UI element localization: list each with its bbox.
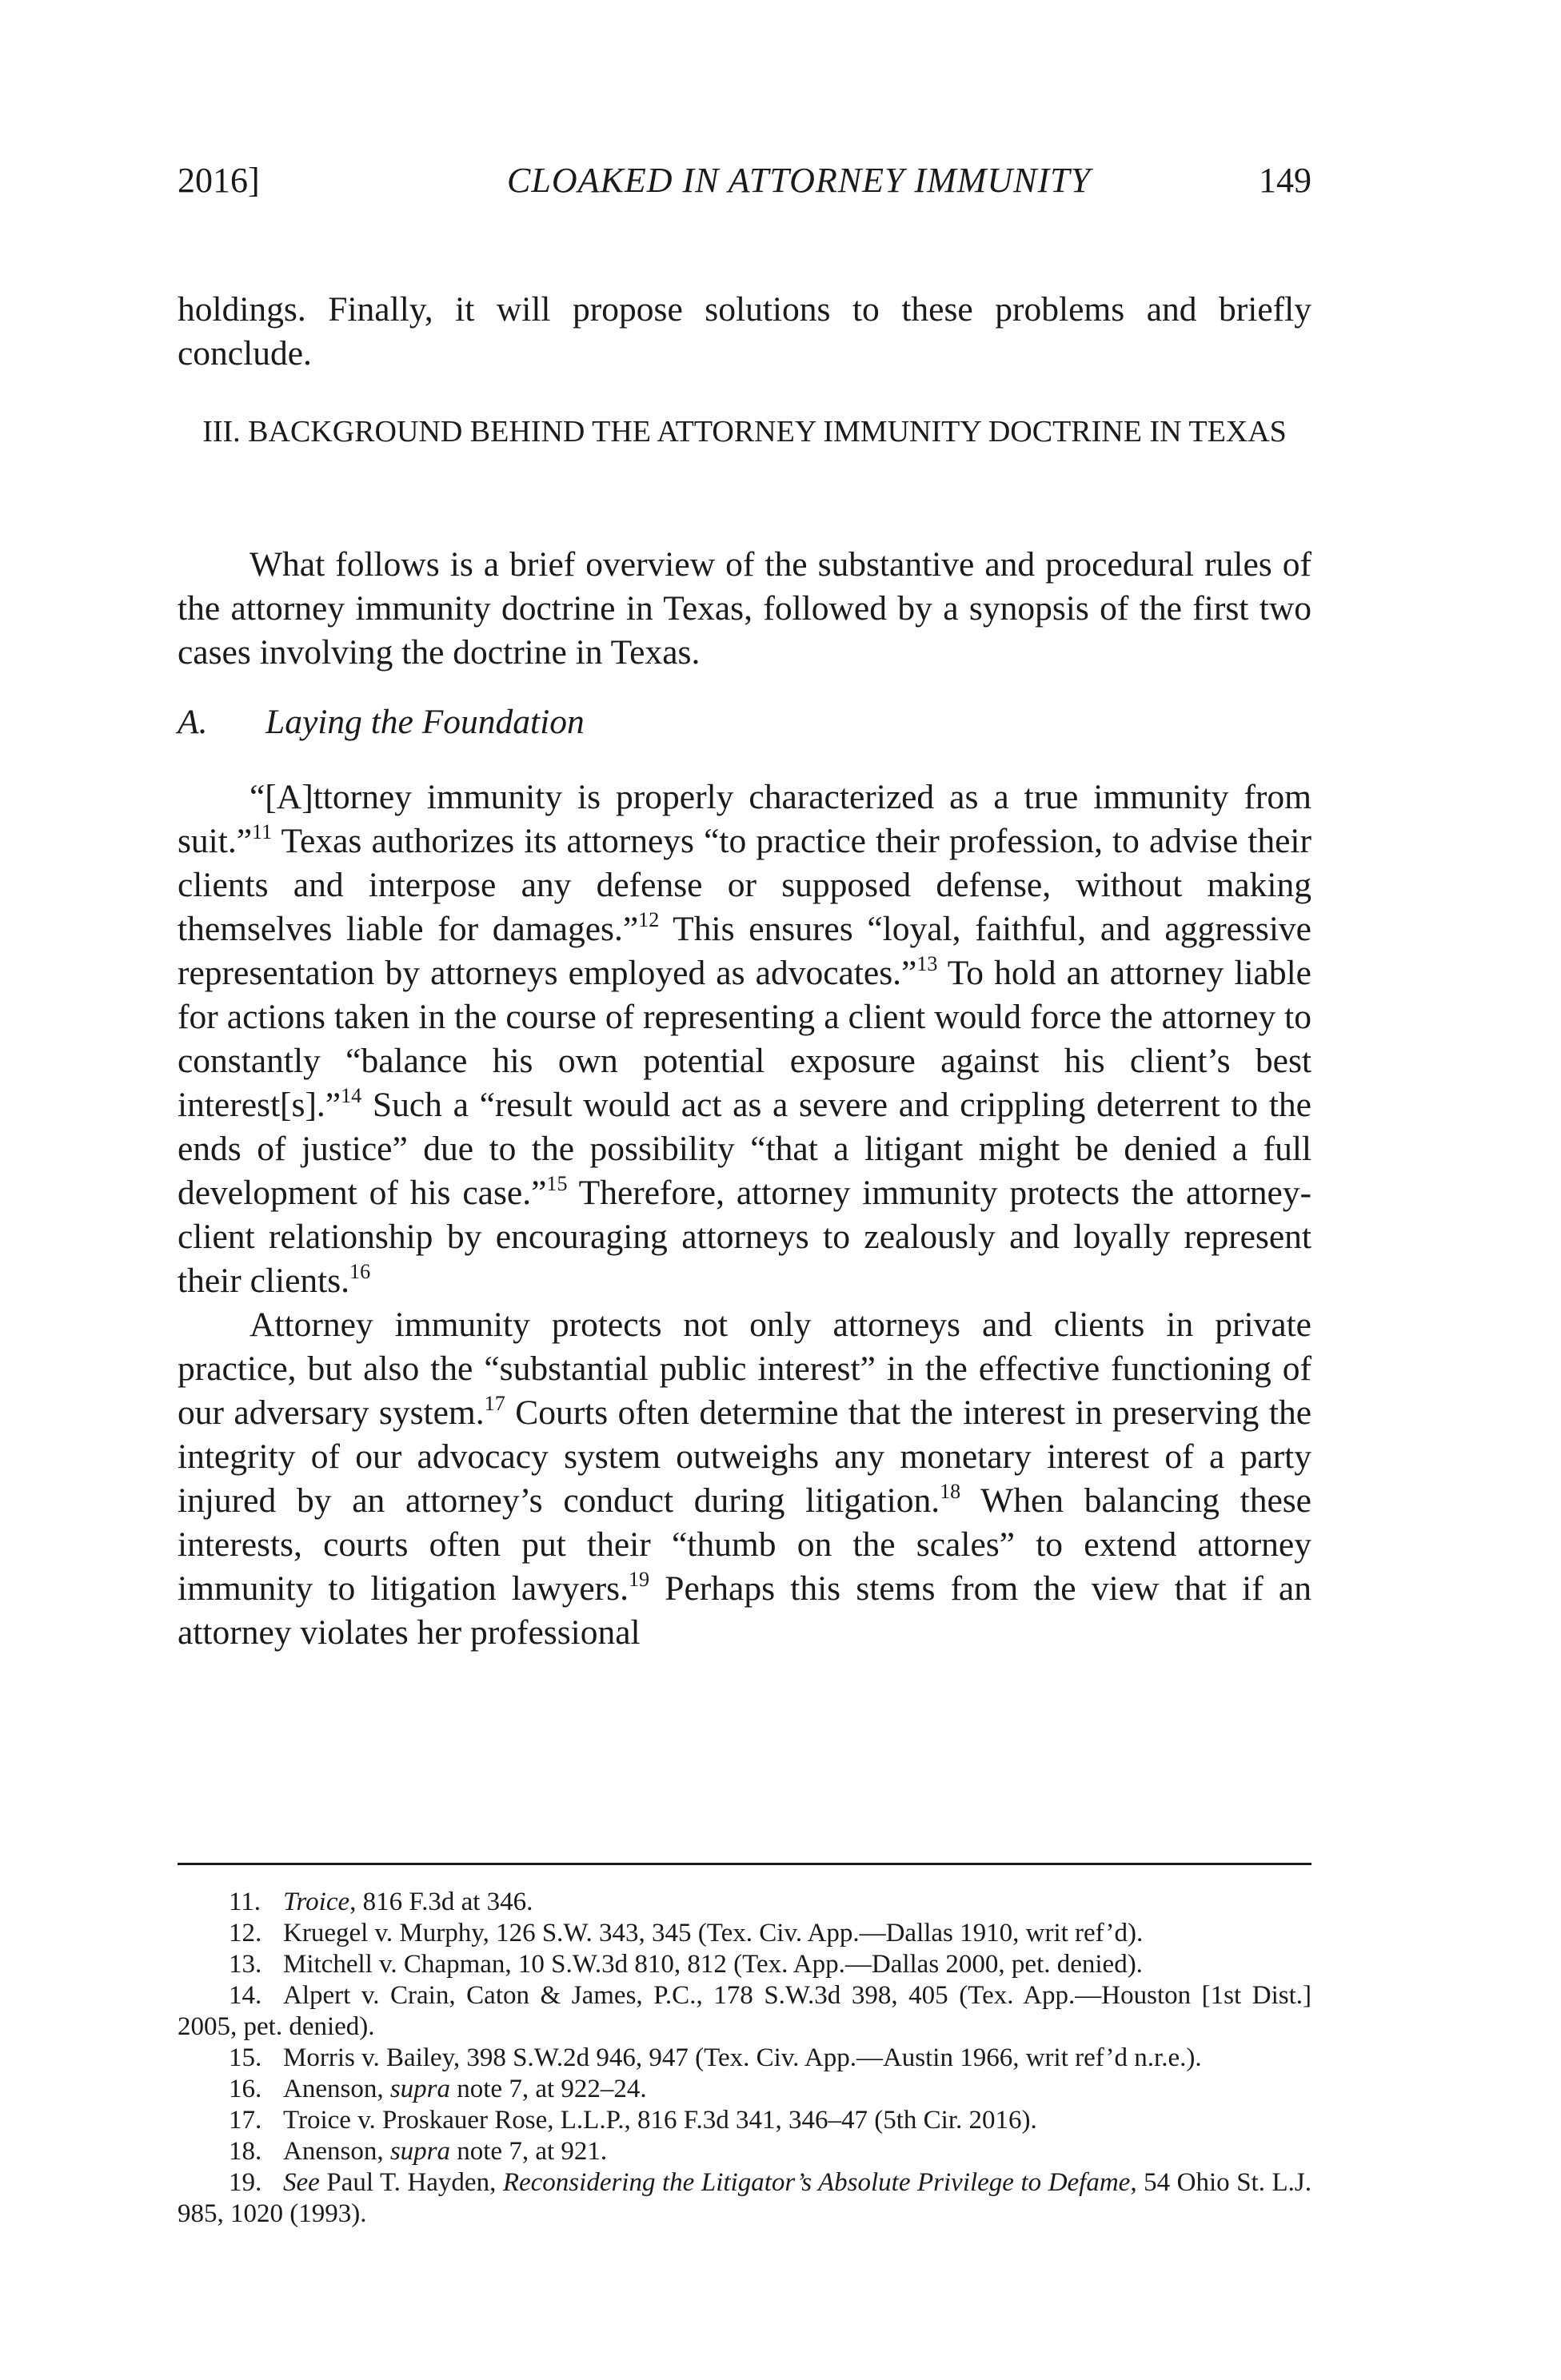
footnote-ref: 18 (940, 1480, 961, 1504)
footnote-ref: 16 (349, 1260, 371, 1284)
sentence: This ensures “loyal, faithful, and aggressive representation by attorneys employed as advocates.” (178, 910, 1311, 992)
intro-paragraph (178, 288, 1311, 376)
section-heading: III. BACKGROUND BEHIND THE ATTORNEY IMMUNITY DOCTRINE IN TEXAS (202, 415, 1287, 448)
sentence: Such a “result would act as a severe and crippling deterrent to the ends of justice” due to the possibility “that a litigant might be denied a full development of his case.” (178, 1086, 1311, 1212)
sentence: “[A]ttorney immunity is properly characterized as a true immunity from suit.” (178, 778, 1311, 860)
main-body (178, 775, 1311, 1655)
footnote-ref: 14 (341, 1084, 362, 1108)
footnote: 16. Anenson, supra note 7, at 922–24. (229, 2075, 647, 2103)
footnotes (178, 1887, 1311, 2230)
footnote-ref: 15 (546, 1172, 568, 1196)
header-year: 2016] (178, 161, 260, 200)
footnote: 13. Mitchell v. Chapman, 10 S.W.3d 810, 812 (Tex. App.—Dallas 2000, pet. denied). (229, 1950, 1143, 1979)
footnote: 15. Morris v. Bailey, 398 S.W.2d 946, 947 (Tex. Civ. App.—Austin 1966, writ ref’d n.r.e.). (229, 2043, 1202, 2072)
page-number: 149 (1259, 161, 1311, 200)
footnote: 18. Anenson, supra note 7, at 921. (229, 2137, 608, 2166)
sentence: Courts often determine that the interest in preserving the integrity of our advocacy system outweighs any monetary interest of a party injured by an attorney’s conduct during litigation. (178, 1393, 1311, 1520)
paragraph-foundation (178, 775, 1311, 1303)
footnote-ref: 13 (916, 952, 938, 976)
sentence: Texas authorizes its attorneys “to practice their profession, to advise their clients and interpose any defense or supposed defense, without making themselves liable for damages.” (178, 822, 1311, 948)
subsection-letter: A. (178, 703, 208, 741)
footnote-ref: 19 (628, 1568, 650, 1592)
sentence: To hold an attorney liable for actions taken in the course of representing a client would force the attorney to constantly “balance his own potential exposure against his client’s best interest[s].” (178, 954, 1311, 1124)
footnote-ref: 17 (484, 1392, 505, 1416)
subsection-heading (178, 702, 585, 742)
subsection-title: Laying the Foundation (265, 703, 585, 741)
sentence: Perhaps this stems from the view that if an attorney violates her professional (178, 1569, 1311, 1652)
footnote: 12. Kruegel v. Murphy, 126 S.W. 343, 345 (Tex. Civ. App.—Dallas 1910, writ ref’d). (229, 1919, 1144, 1947)
paragraph-public-interest (178, 1303, 1311, 1655)
footnote-ref: 11 (252, 820, 273, 844)
footnote: 14. Alpert v. Crain, Caton & James, P.C., 178 S.W.3d 398, 405 (Tex. App.—Houston [1st Dist.] 2005, pet. denied). (178, 1981, 1311, 2041)
sentence: Attorney immunity protects not only attorneys and clients in private practice, but also the “substantial public interest” in the effective functioning of our adversary system. (178, 1306, 1311, 1432)
sentence: Therefore, attorney immunity protects the attorney-client relationship by encouraging attorneys to zealously and loyally represent their clients. (178, 1174, 1312, 1300)
footnote: 19. See Paul T. Hayden, Reconsidering the Litigator’s Absolute Privilege to Defame, 54 Ohio St. L.J. 985, 1020 (1993). (178, 2168, 1311, 2228)
sentence: When balancing these interests, courts often put their “thumb on the scales” to extend attorney immunity to litigation lawyers. (178, 1481, 1311, 1608)
running-title: CLOAKED IN ATTORNEY IMMUNITY (507, 161, 1092, 200)
overview-paragraph (178, 543, 1311, 675)
page-header (178, 160, 1311, 208)
footnote: 11. Troice, 816 F.3d at 346. (229, 1888, 533, 1916)
intro-text: holdings. Finally, it will propose solutions to these problems and briefly conclude. (178, 290, 1311, 373)
footnote-divider (178, 1863, 1311, 1865)
footnote-ref: 12 (638, 908, 660, 932)
footnote: 17. Troice v. Proskauer Rose, L.L.P., 816 F.3d 341, 346–47 (5th Cir. 2016). (229, 2106, 1037, 2135)
overview-text: What follows is a brief overview of the substantive and procedural rules of the attorney immunity doctrine in Texas, followed by a synopsis of the first two cases involving the doctrine in Texas. (178, 545, 1311, 672)
